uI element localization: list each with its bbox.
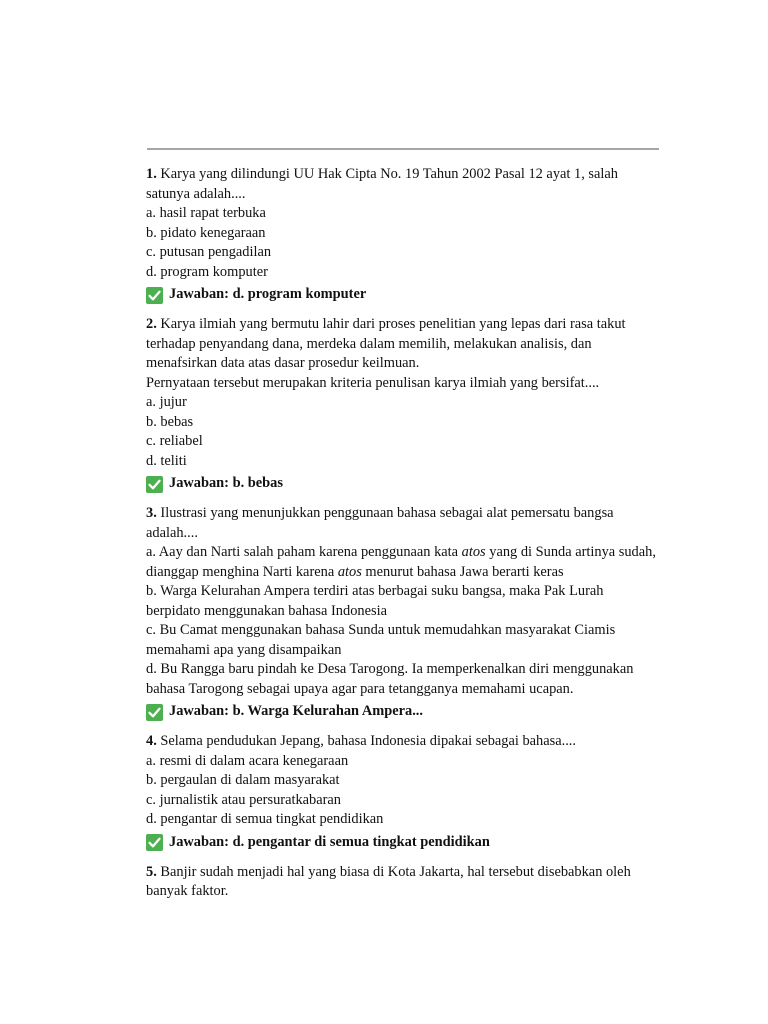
answer-text: Jawaban: b. Warga Kelurahan Ampera... xyxy=(169,703,423,720)
option-a: a. hasil rapat terbuka xyxy=(146,205,266,221)
answer-line xyxy=(146,702,658,722)
option-a: a. jujur xyxy=(146,394,187,410)
question-text: 2. Karya ilmiah yang bermutu lahir dari proses penelitian yang lepas dari rasa takut terhadap penyandang dana, merdeka dalam memilih, melakukan analisis, dan menafsirkan data atas dasar prosedur keilmuan. xyxy=(146,316,626,371)
check-mark-icon xyxy=(146,834,163,851)
question-number: 1. xyxy=(146,166,157,182)
question-text: 4. Selama pendudukan Jepang, bahasa Indonesia dipakai sebagai bahasa.... xyxy=(146,733,576,749)
option-c: c. jurnalistik atau persuratkabaran xyxy=(146,791,341,808)
question-text: 5. Banjir sudah menjadi hal yang biasa di Kota Jakarta, hal tersebut disebabkan oleh banyak faktor. xyxy=(146,863,631,899)
option-c: c. reliabel xyxy=(146,433,203,449)
check-mark-icon xyxy=(146,476,163,493)
question-1 xyxy=(146,165,658,305)
question-number: 5. xyxy=(146,863,157,880)
question-statement: Pernyataan tersebut merupakan kriteria penulisan karya ilmiah yang bersifat.... xyxy=(146,374,600,391)
option-a: a. resmi di dalam acara kenegaraan xyxy=(146,752,349,769)
question-2 xyxy=(146,315,658,494)
option-c: c. Bu Camat menggunakan bahasa Sunda untuk memudahkan masyarakat Ciamis memahami apa yang disampaikan xyxy=(146,622,616,658)
option-d: d. teliti xyxy=(146,452,187,469)
question-number: 3. xyxy=(146,505,157,521)
check-mark-icon xyxy=(146,287,163,304)
question-4 xyxy=(146,732,658,853)
answer-line xyxy=(146,833,658,853)
option-d: d. program komputer xyxy=(146,263,268,280)
option-d: d. Bu Rangga baru pindah ke Desa Tarogong. Ia memperkenalkan diri menggunakan bahasa Tarogong sebagai upaya agar para tetangganya memahami ucapan. xyxy=(146,661,634,697)
answer-line xyxy=(146,285,658,305)
answer-text: Jawaban: b. bebas xyxy=(169,475,283,492)
option-b: b. bebas xyxy=(146,413,194,430)
question-text: 3. Ilustrasi yang menunjukkan penggunaan bahasa sebagai alat pemersatu bangsa adalah.... xyxy=(146,505,614,541)
horizontal-rule xyxy=(147,148,659,150)
option-b: b. pergaulan di dalam masyarakat xyxy=(146,772,340,788)
option-b: b. pidato kenegaraan xyxy=(146,224,266,241)
question-text: 1. Karya yang dilindungi UU Hak Cipta No. 19 Tahun 2002 Pasal 12 ayat 1, salah satunya adalah.... xyxy=(146,166,618,202)
option-c: c. putusan pengadilan xyxy=(146,244,272,260)
question-5 xyxy=(146,863,658,902)
option-a: a. Aay dan Narti salah paham karena penggunaan kata atos yang di Sunda artinya sudah, dianggap menghina Narti karena atos menurut bahasa Jawa berarti keras xyxy=(146,544,656,580)
question-number: 4. xyxy=(146,733,157,749)
question-list xyxy=(146,165,658,912)
question-3 xyxy=(146,504,658,722)
answer-text: Jawaban: d. pengantar di semua tingkat pendidikan xyxy=(169,833,490,850)
answer-text: Jawaban: d. program komputer xyxy=(169,286,367,303)
option-b: b. Warga Kelurahan Ampera terdiri atas berbagai suku bangsa, maka Pak Lurah berpidato menggunakan bahasa Indonesia xyxy=(146,583,604,619)
check-mark-icon xyxy=(146,704,163,721)
answer-line xyxy=(146,474,658,494)
option-d: d. pengantar di semua tingkat pendidikan xyxy=(146,811,384,827)
question-number: 2. xyxy=(146,316,157,332)
